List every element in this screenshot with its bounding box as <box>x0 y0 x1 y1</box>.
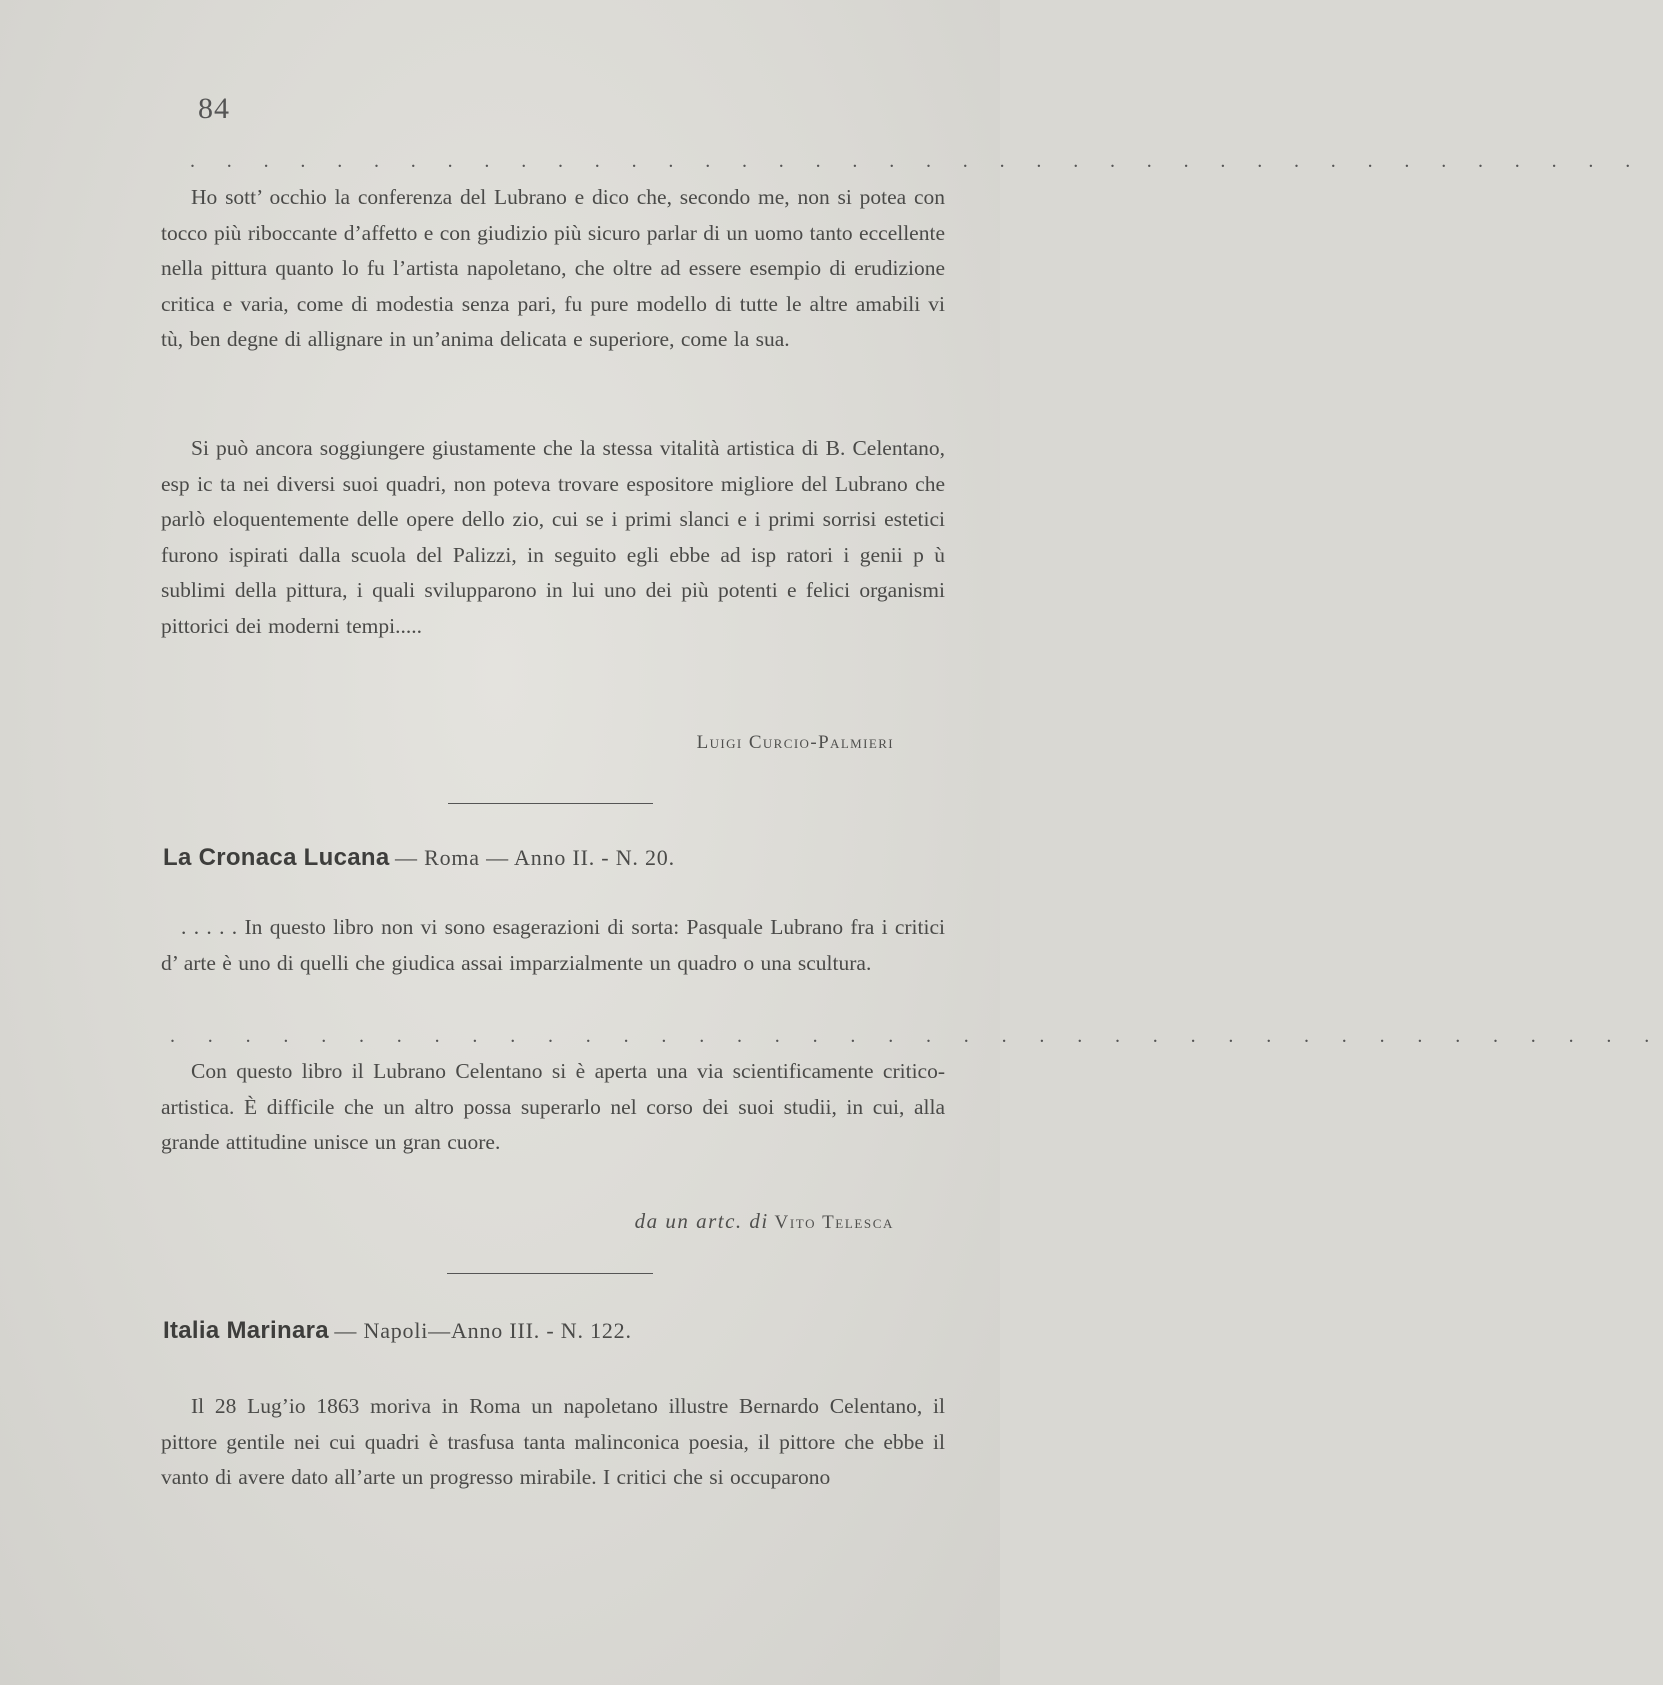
journal-title: La Cronaca Lucana <box>163 844 390 871</box>
paragraph-no-exaggerations: . . . . . In questo libro non vi sono esagerazioni di sorta: Pasquale Lubrano fra i critici d’ arte è uno di quelli che giudica assai imparzialmente un quadro o una scultura. <box>161 915 945 975</box>
journal-issue: — Napoli—Anno III. - N. 122. <box>334 1318 632 1343</box>
signature-curcio-palmieri: Luigi Curcio-Palmieri <box>696 732 894 753</box>
paragraph-scientific-path: Con questo libro il Lubrano Celentano si è aperta una via scientificamente critico-artistica. È difficile che un altro possa superarlo nel corso dei suoi studii, in cui, alla grande attitudine unisce un gran cuore. <box>161 1059 945 1154</box>
section-heading-italia-marinara <box>163 1317 632 1345</box>
signature-name: Vito Telesca <box>774 1212 894 1233</box>
journal-title: Italia Marinara <box>163 1317 329 1344</box>
section-divider <box>448 803 653 804</box>
paragraph-celentano-death: Il 28 Lug’io 1863 moriva in Roma un napoletano illustre Bernardo Celentano, il pittore gentile nei cui quadri è trasfusa tanta malinconica poesia, il pittore che ebbe il vanto di avere dato all’arte un progresso mirabile. I critici che si occuparono <box>161 1394 945 1489</box>
section-divider <box>447 1273 653 1274</box>
paragraph-conference: Ho sott’ occhio la conferenza del Lubrano e dico che, secondo me, non si potea con tocco più riboccante d’affetto e con giudizio più sicuro parlar di un uomo tanto eccellente nella pittura quanto lo fu l’artista napoletano, che oltre ad essere esempio di erudizione critica e varia, come di modestia senza pari, fu pure modello di tutte le altre amabili vi tù, ben degne di allignare in un’anima delicata e superiore, come la sua. <box>161 185 945 351</box>
section-heading-cronaca-lucana <box>163 844 675 872</box>
paragraph-vitality: Si può ancora soggiungere giustamente che la stessa vitalità artistica di B. Celentano, esp ic ta nei diversi suoi quadri, non poteva trovare espositore migliore del Lubrano che parlò eloquentemente delle opere dello zio, cui se i primi slanci e i primi sorrisi estetici furono ispirati dalla scuola del Palizzi, in seguito egli ebbe ad isp ratori i genii p ù sublimi della pittura, i quali svilupparono in lui uno dei più potenti e felici organismi pittorici dei moderni tempi..... <box>161 436 945 638</box>
page-number: 84 <box>198 92 230 125</box>
ellipsis-dots-row: . . . . . . . . . . . . . . . . . . . . . . . . . . . . . . . . . . . . . . . . <box>190 150 1644 172</box>
signature-telesca <box>635 1209 894 1234</box>
ellipsis-dots-row: . . . . . . . . . . . . . . . . . . . . . . . . . . . . . . . . . . . . . . . . <box>170 1025 1663 1047</box>
signature-prefix: da un artc. di <box>634 1209 769 1233</box>
journal-issue: — Roma — Anno II. - N. 20. <box>395 845 675 870</box>
